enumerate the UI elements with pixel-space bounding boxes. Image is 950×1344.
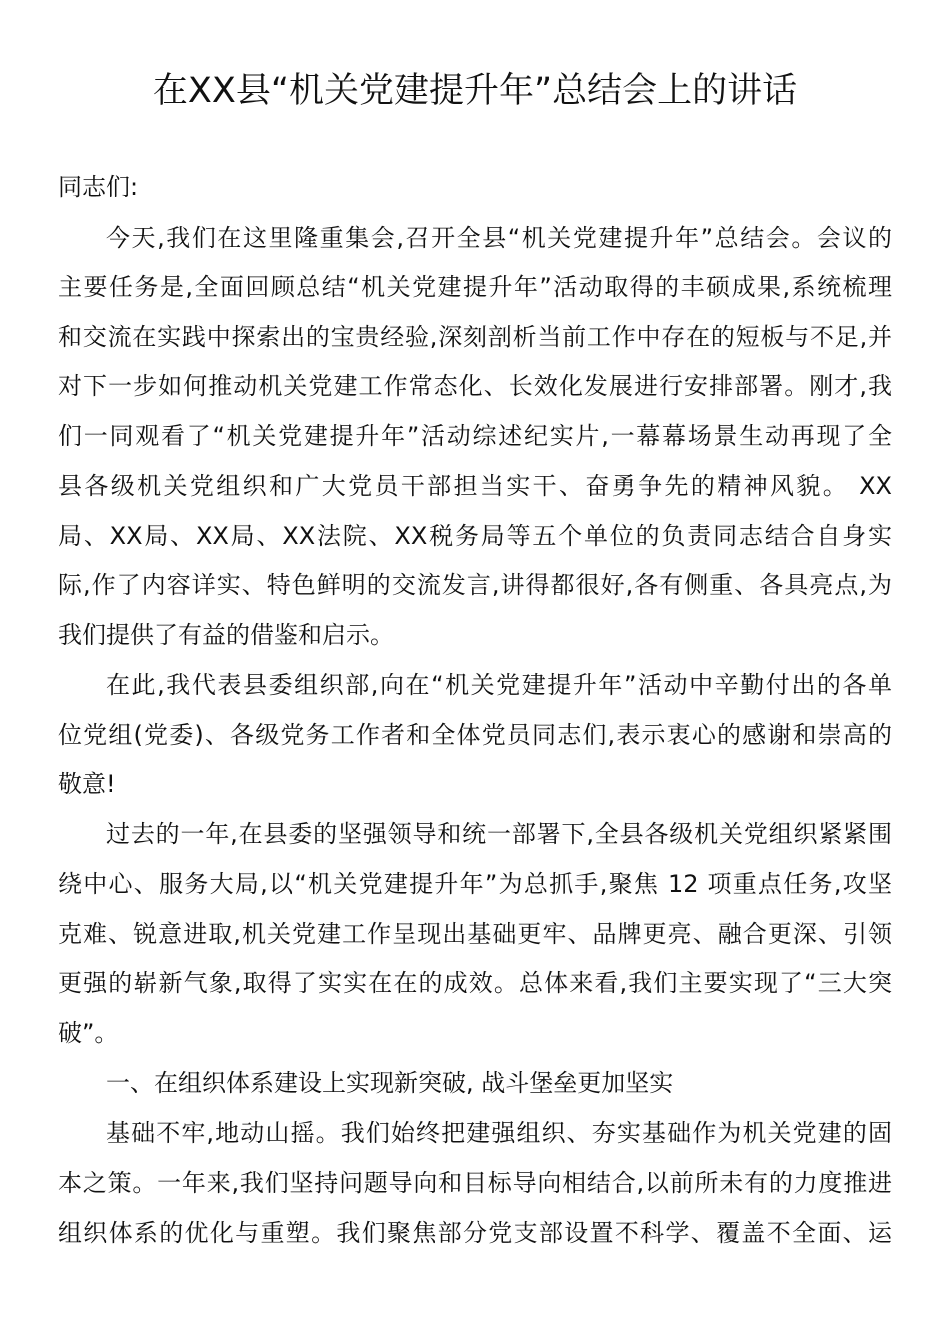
body-line: 破”。 — [58, 1019, 119, 1047]
body-line: 今天,我们在这里隆重集会,召开全县“机关党建提升年”总结会。会议的 — [106, 224, 892, 252]
body-line: 敬意! — [58, 770, 116, 798]
document-title: 在XX县“机关党建提升年”总结会上的讲话 — [152, 71, 798, 111]
body-line: 组织体系的优化与重塑。我们聚焦部分党支部设置不科学、覆盖不全面、运 — [58, 1219, 892, 1247]
body-line: 县各级机关党组织和广大党员干部担当实干、奋勇争先的精神风貌。 XX — [58, 472, 892, 500]
body-line: 过去的一年,在县委的坚强领导和统一部署下,全县各级机关党组织紧紧围 — [106, 820, 892, 848]
body-line: 们一同观看了“机关党建提升年”活动综述纪实片,一幕幕场景生动再现了全 — [58, 422, 892, 450]
body-line: 对下一步如何推动机关党建工作常态化、长效化发展进行安排部署。刚才,我 — [58, 372, 892, 400]
body-line: 基础不牢,地动山摇。我们始终把建强组织、夯实基础作为机关党建的固 — [106, 1119, 892, 1147]
body-line: 一、在组织体系建设上实现新突破, 战斗堡垒更加坚实 — [106, 1069, 674, 1097]
body-line: 局、XX局、XX局、XX法院、XX税务局等五个单位的负责同志结合自身实 — [58, 522, 892, 550]
body-line: 我们提供了有益的借鉴和启示。 — [58, 621, 394, 649]
body-line: 更强的崭新气象,取得了实实在在的成效。总体来看,我们主要实现了“三大突 — [58, 969, 892, 997]
salutation: 同志们: — [58, 173, 139, 201]
body-line: 主要任务是,全面回顾总结“机关党建提升年”活动取得的丰硕成果,系统梳理 — [58, 273, 892, 301]
body-line: 绕中心、服务大局,以“机关党建提升年”为总抓手,聚焦 12 项重点任务,攻坚 — [58, 870, 892, 898]
body-line: 本之策。一年来,我们坚持问题导向和目标导向相结合,以前所未有的力度推进 — [58, 1169, 892, 1197]
body-line: 际,作了内容详实、特色鲜明的交流发言,讲得都很好,各有侧重、各具亮点,为 — [58, 571, 892, 599]
body-line: 克难、锐意进取,机关党建工作呈现出基础更牢、品牌更亮、融合更深、引领 — [58, 920, 892, 948]
body-line: 和交流在实践中探索出的宝贵经验,深刻剖析当前工作中存在的短板与不足,并 — [58, 323, 892, 351]
body-line: 在此,我代表县委组织部,向在“机关党建提升年”活动中辛勤付出的各单 — [106, 671, 892, 699]
body-line: 位党组(党委)、各级党务工作者和全体党员同志们,表示衷心的感谢和崇高的 — [58, 721, 892, 749]
